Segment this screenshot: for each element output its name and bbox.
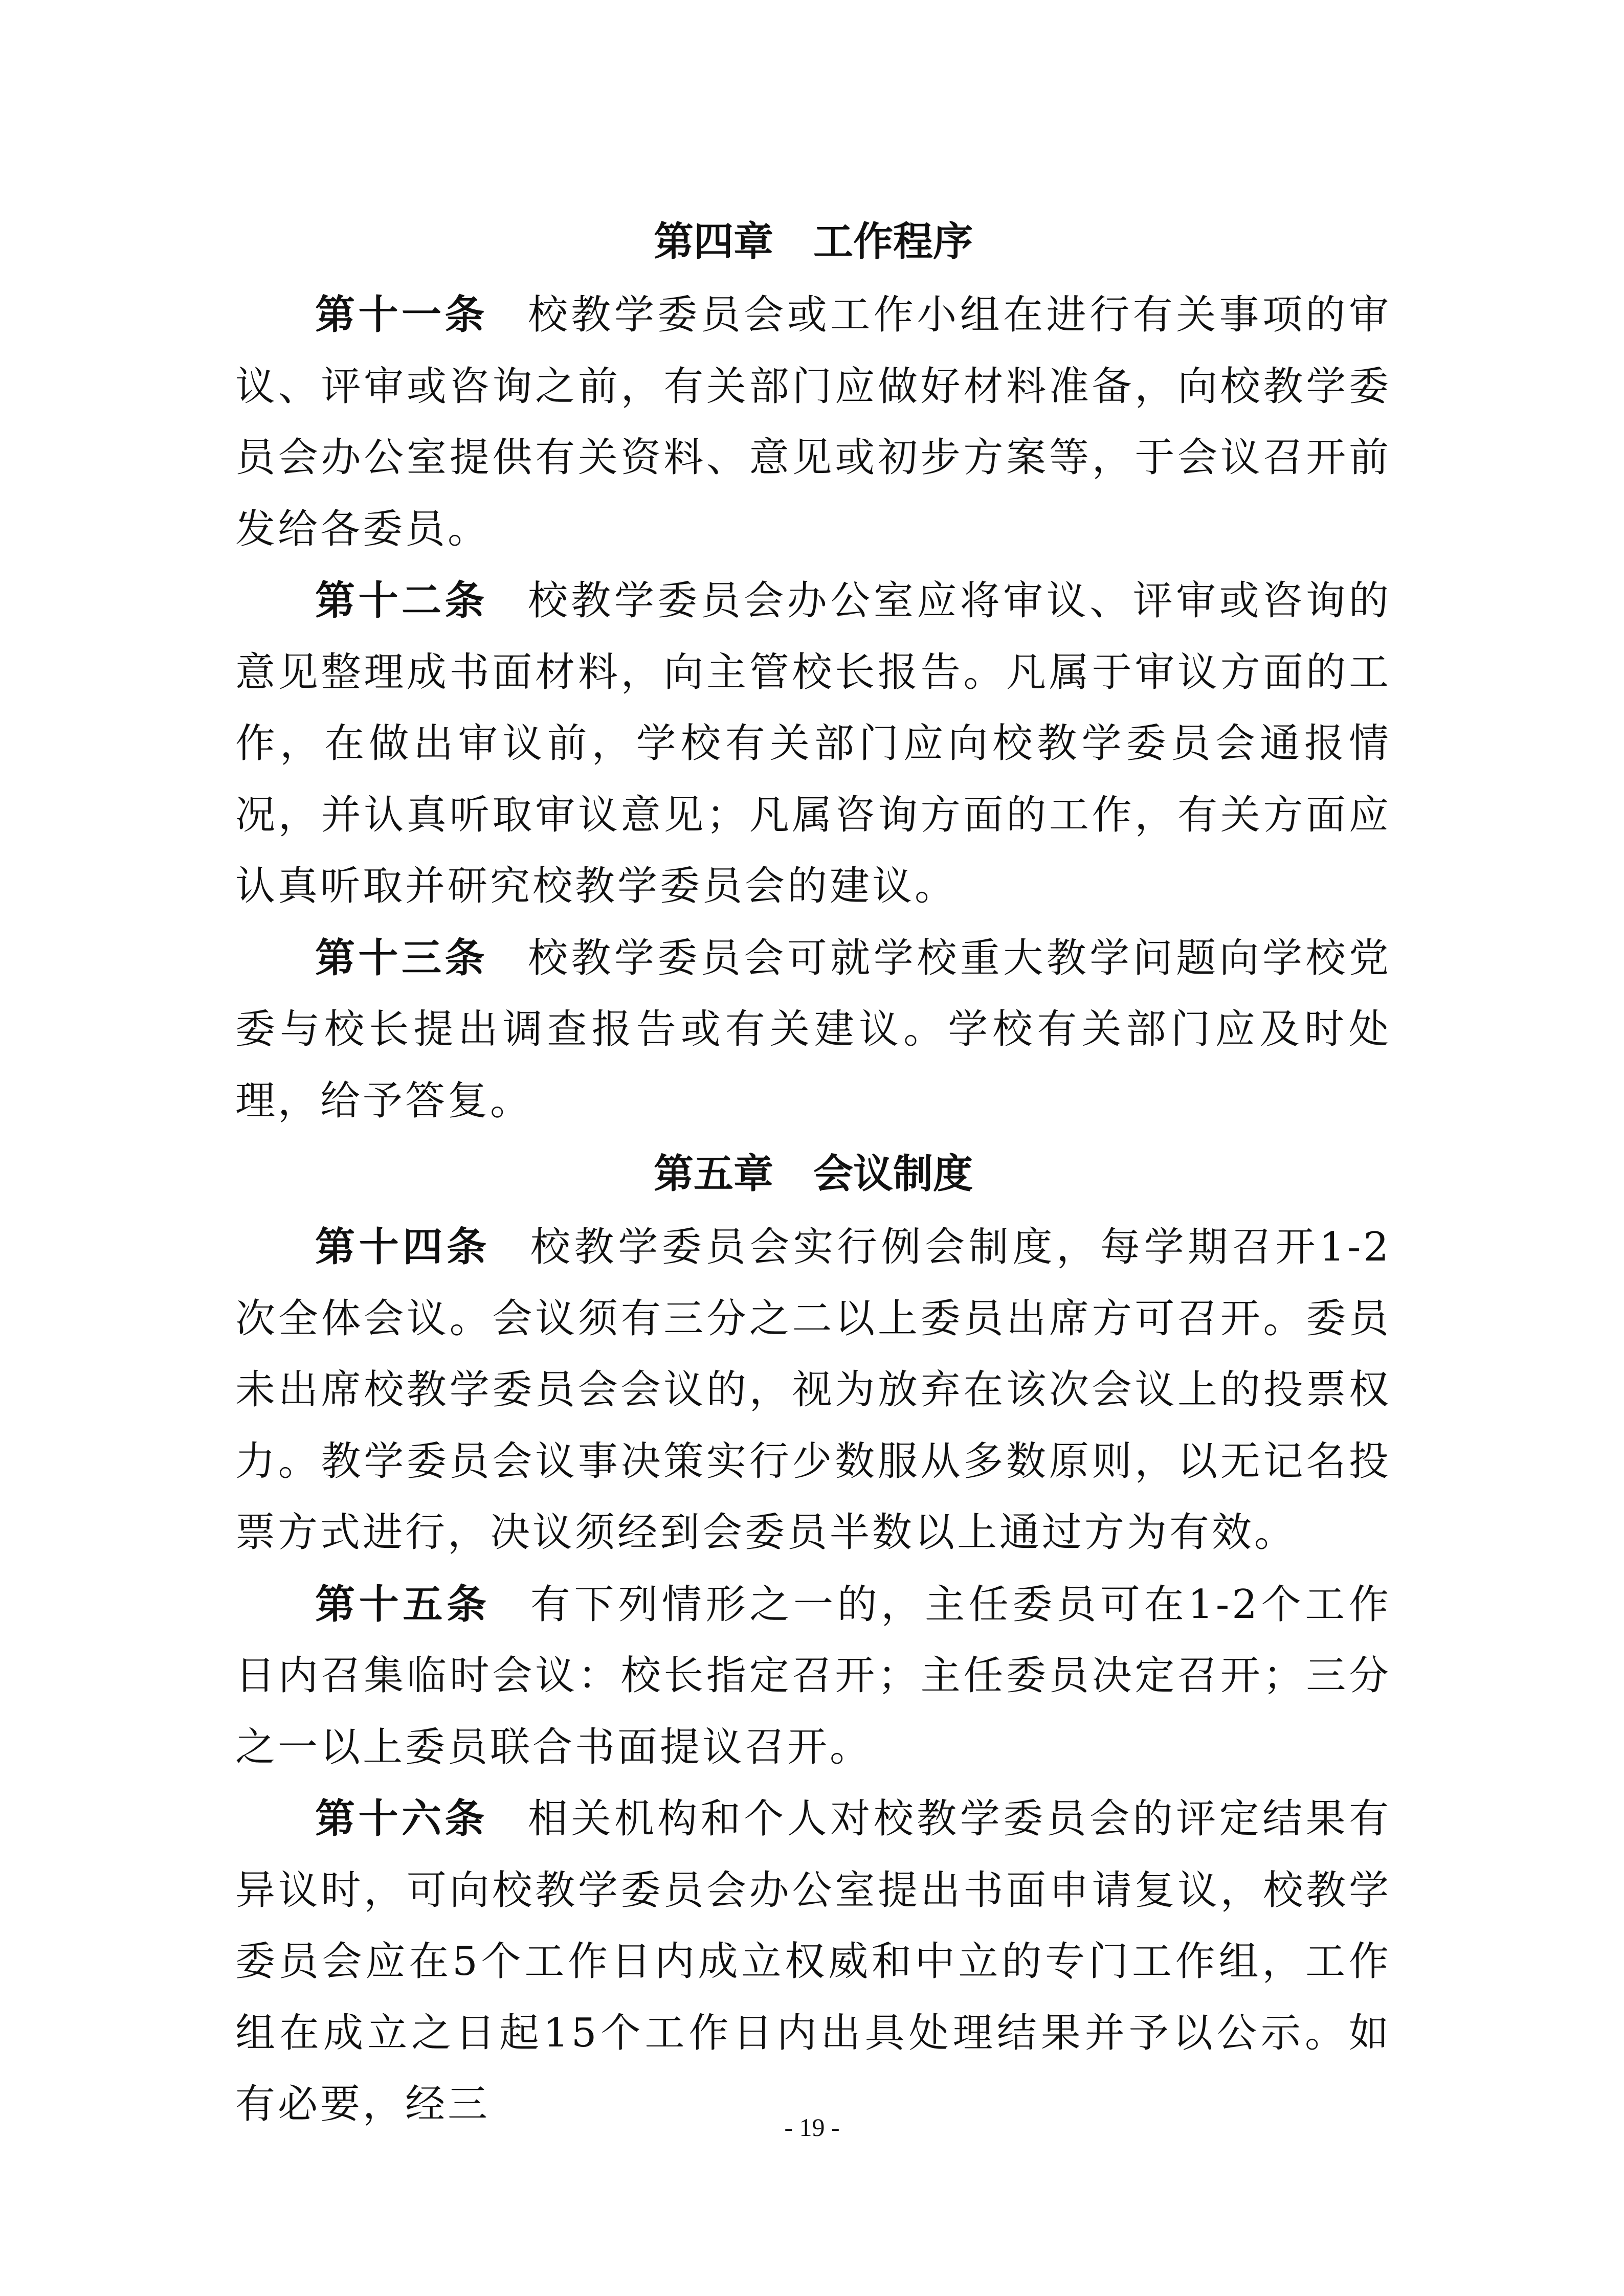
article-11-text: 校教学委员会或工作小组在进行有关事项的审议、评审或咨询之前，有关部门应做好材料准备，向校教学委员会办公室提供有关资料、意见或初步方案等，于会议召开前发给各委员。 (235, 292, 1391, 552)
article-14-text: 校教学委员会实行例会制度，每学期召开1-2次全体会议。会议须有三分之二以上委员出席方可召开。委员未出席校教学委员会会议的，视为放弃在该次会议上的投票权力。教学委员会议事决策实行少数服从多数原则，以无记名投票方式进行，决议须经到会委员半数以上通过方为有效。 (235, 1224, 1391, 1556)
document-body (235, 205, 1391, 2141)
article-12-text: 校教学委员会办公室应将审议、评审或咨询的意见整理成书面材料，向主管校长报告。凡属于审议方面的工作，在做出审议前，学校有关部门应向校教学委员会通报情况，并认真听取审议意见；凡属咨询方面的工作，有关方面应认真听取并研究校教学委员会的建议。 (235, 578, 1391, 909)
article-15 (235, 1569, 1391, 1784)
article-13-title: 第十三条 (315, 934, 488, 981)
article-11 (235, 279, 1391, 565)
article-13-text: 校教学委员会可就学校重大教学问题向学校党委与校长提出调查报告或有关建议。学校有关部门应及时处理，给予答复。 (235, 935, 1391, 1124)
article-14-title: 第十四条 (315, 1224, 491, 1270)
page-number: - 19 - (784, 2113, 840, 2142)
article-13 (235, 922, 1391, 1137)
chapter-5-title: 第五章 会议制度 (653, 1151, 973, 1197)
article-15-text: 有下列情形之一的，主任委员可在1-2个工作日内召集临时会议：校长指定召开；主任委员决定召开；三分之一以上委员联合书面提议召开。 (235, 1581, 1391, 1770)
article-11-title: 第十一条 (315, 291, 488, 338)
article-12 (235, 565, 1391, 922)
article-16-text: 相关机构和个人对校教学委员会的评定结果有异议时，可向校教学委员会办公室提出书面申请复议，校教学委员会应在5个工作日内成立权威和中立的专门工作组，工作组在成立之日起15个工作日内出具处理结果并予以公示。如有必要，经三 (235, 1796, 1391, 2127)
article-15-title: 第十五条 (315, 1581, 491, 1628)
article-16 (235, 1783, 1391, 2141)
article-16-title: 第十六条 (315, 1795, 488, 1842)
article-14 (235, 1211, 1391, 1569)
article-12-title: 第十二条 (315, 577, 488, 624)
chapter-4-title: 第四章 工作程序 (653, 219, 973, 265)
